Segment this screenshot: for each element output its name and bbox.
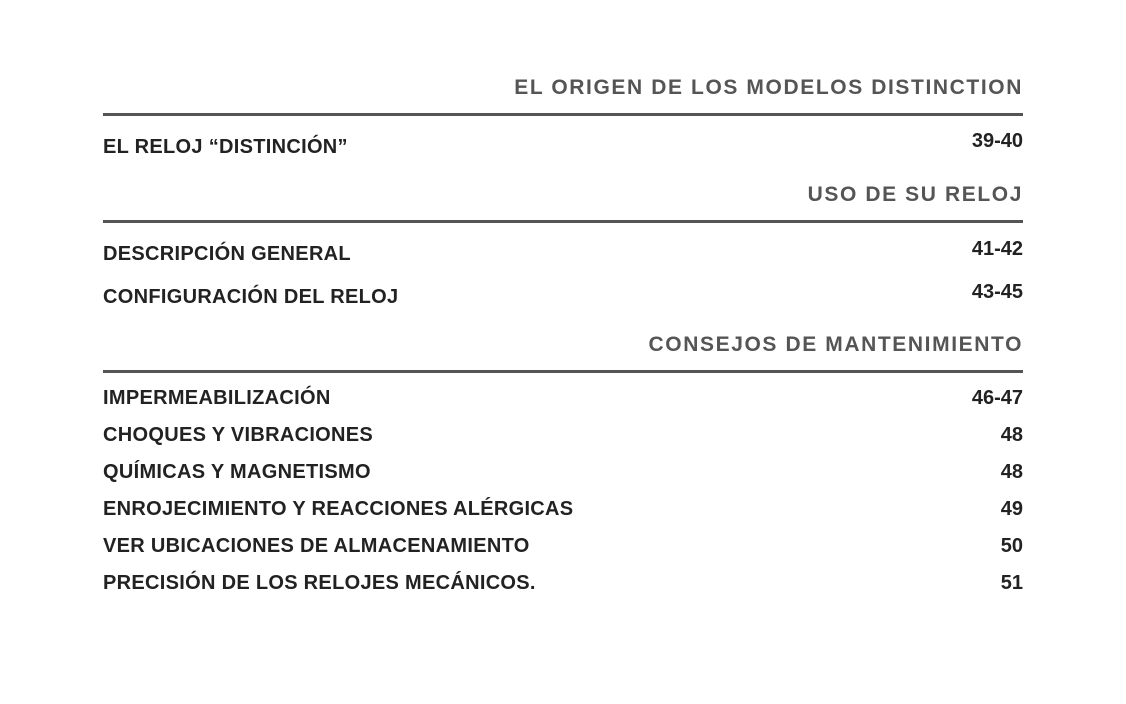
toc-entry[interactable] [103,459,1023,485]
toc-entry-title: PRECISIÓN DE LOS RELOJES MECÁNICOS. [103,572,536,594]
toc-entry-title: CONFIGURACIÓN DEL RELOJ [103,286,399,308]
section-divider [103,113,1023,116]
toc-entry-pages: 49 [1000,498,1023,520]
toc-entry-title: QUÍMICAS Y MAGNETISMO [103,461,371,483]
toc-entry-title: EL RELOJ “DISTINCIÓN” [103,136,348,158]
toc-entry-title: DESCRIPCIÓN GENERAL [103,243,351,265]
toc-entry[interactable] [103,533,1023,559]
toc-entry-pages: 46-47 [971,387,1023,409]
toc-entry[interactable] [103,130,1023,160]
toc-entry-pages: 43-45 [971,281,1023,303]
toc-entry-title: ENROJECIMIENTO Y REACCIONES ALÉRGICAS [103,498,574,520]
toc-entry[interactable] [103,422,1023,448]
toc-entry[interactable] [103,385,1023,411]
toc-entry-pages: 39-40 [971,130,1023,152]
toc-entry-pages: 41-42 [971,238,1023,260]
toc-entry-title: VER UBICACIONES DE ALMACENAMIENTO [103,535,530,557]
toc-entry[interactable] [103,281,1023,310]
toc-entry-pages: 48 [1000,461,1023,483]
section-divider [103,370,1023,373]
toc-entry-title: IMPERMEABILIZACIÓN [103,387,331,409]
toc-entry-pages: 48 [1000,424,1023,446]
toc-entry[interactable] [103,496,1023,522]
section-heading-maintenance: CONSEJOS DE MANTENIMIENTO [648,333,1023,356]
toc-entry-pages: 50 [1000,535,1023,557]
table-of-contents [103,0,1023,704]
section-divider [103,220,1023,223]
toc-entry[interactable] [103,570,1023,596]
toc-entry-title: CHOQUES Y VIBRACIONES [103,424,374,446]
toc-entry[interactable] [103,238,1023,267]
section-heading-origin: EL ORIGEN DE LOS MODELOS DISTINCTION [514,76,1023,99]
toc-entry-pages: 51 [1000,572,1023,594]
section-heading-usage: USO DE SU RELOJ [807,183,1023,206]
